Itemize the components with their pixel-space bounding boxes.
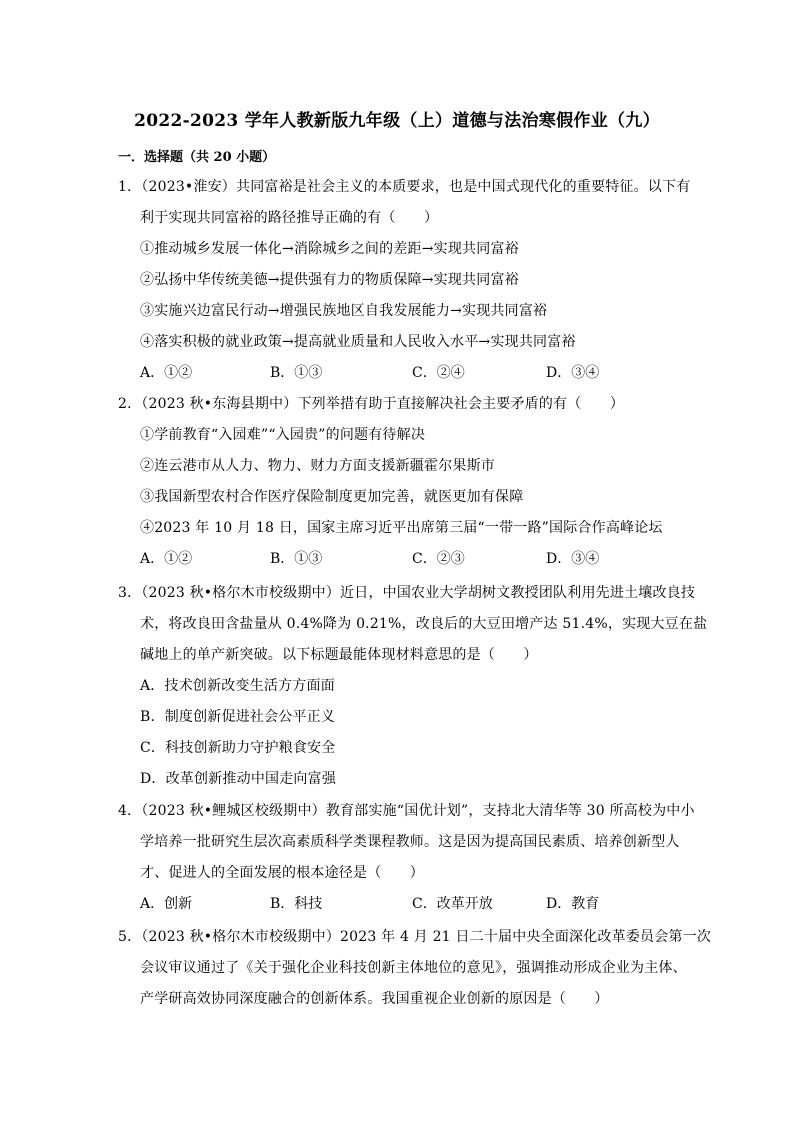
option-d: D．③④ <box>546 551 600 567</box>
option-a: A．创新 <box>140 896 193 912</box>
section-heading: 一．选择题（共 20 小题） <box>118 150 276 165</box>
option-d: D．教育 <box>546 896 600 912</box>
question-5-stem-cont: 产学研高效协同深度融合的创新体系。我国重视企业创新的原因是（ ） <box>140 991 609 1007</box>
page-title: 2022-2023 学年人教新版九年级（上）道德与法治寒假作业（九） <box>134 111 660 131</box>
question-2-options <box>140 548 700 568</box>
question-2-stem: 2．（2023 秋•东海县期中）下列举措有助于直接解决社会主要矛盾的有（ ） <box>118 396 625 412</box>
question-1-item: ②弘扬中华传统美德→提供强有力的物质保障→实现共同富裕 <box>140 272 519 288</box>
question-1-item: ①推动城乡发展一体化→消除城乡之间的差距→实现共同富裕 <box>140 241 519 257</box>
option-b: B．科技 <box>270 896 323 912</box>
question-3-option-a: A．技术创新改变生活方方面面 <box>140 678 335 694</box>
question-3-option-c: C．科技创新助力守护粮食安全 <box>140 740 336 756</box>
question-1-stem-cont: 利于实现共同富裕的路径推导正确的有（ ） <box>140 210 439 226</box>
question-2-item: ④2023 年 10 月 18 日，国家主席习近平出席第三届“一带一路”国际合作高峰论坛 <box>140 520 663 536</box>
question-5-stem-cont: 会议审议通过了《关于强化企业科技创新主体地位的意见》，强调推动形成企业为主体、 <box>140 960 687 976</box>
option-a: A．①② <box>140 551 193 567</box>
option-b: B．①③ <box>270 551 323 567</box>
question-1-stem: 1．（2023•淮安）共同富裕是社会主义的本质要求，也是中国式现代化的重要特征。以下有 <box>118 179 691 195</box>
question-1-options <box>140 362 700 382</box>
question-3-option-b: B．制度创新促进社会公平正义 <box>140 709 336 725</box>
option-b: B．①③ <box>270 365 323 381</box>
question-4-stem-cont: 学培养一批研究生层次高素质科学类课程教师。这是因为提高国民素质、培养创新型人 <box>140 834 680 850</box>
question-3-option-d: D．改革创新推动中国走向富强 <box>140 771 337 787</box>
option-c: C．改革开放 <box>412 896 493 912</box>
option-c: C．②④ <box>412 365 465 381</box>
question-2-item: ②连云港市从人力、物力、财力方面支援新疆霍尔果斯市 <box>140 458 495 474</box>
question-4-stem-cont: 才、促进人的全面发展的根本途径是（ ） <box>140 865 424 881</box>
question-2-item: ①学前教育“入园难”“入园贵”的问题有待解决 <box>140 427 426 443</box>
question-1-item: ④落实积极的就业政策→提高就业质量和人民收入水平→实现共同富裕 <box>140 334 576 350</box>
question-4-options <box>140 893 700 913</box>
option-c: C．②③ <box>412 551 465 567</box>
option-d: D．③④ <box>546 365 600 381</box>
question-1-item: ③实施兴边富民行动→增强民族地区自我发展能力→实现共同富裕 <box>140 303 548 319</box>
question-4-stem: 4．（2023 秋•鲤城区校级期中）教育部实施“国优计划”，支持北大清华等 30 所高校为中小 <box>118 803 695 819</box>
question-3-stem-cont: 碱地上的单产新突破。以下标题最能体现材料意思的是（ ） <box>140 647 538 663</box>
option-a: A．①② <box>140 365 193 381</box>
question-3-stem: 3．（2023 秋•格尔木市校级期中）近日，中国农业大学胡树文教授团队利用先进土壤改良技 <box>118 585 696 601</box>
question-5-stem: 5．（2023 秋•格尔木市校级期中）2023 年 4 月 21 日二十届中央全面深化改革委员会第一次 <box>118 929 712 945</box>
question-3-stem-cont: 术，将改良田含盐量从 0.4%降为 0.21%，改良后的大豆田增产达 51.4%，实现大豆在盐 <box>140 616 708 632</box>
question-2-item: ③我国新型农村合作医疗保险制度更加完善，就医更加有保障 <box>140 489 524 505</box>
